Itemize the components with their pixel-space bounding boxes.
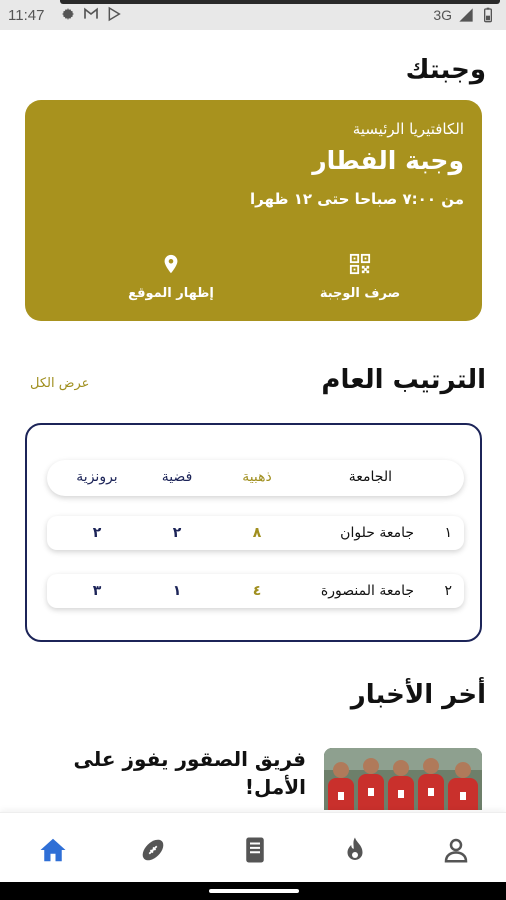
row-silver: ١ — [172, 583, 182, 599]
fire-icon — [340, 835, 370, 865]
team-photo — [324, 748, 482, 810]
news-snippet — [36, 803, 306, 810]
news-title: فريق الصقور يفوز على الأمل! — [73, 747, 306, 799]
location-pin-icon — [160, 252, 182, 276]
signal-icon — [458, 7, 474, 23]
gmail-icon — [83, 6, 99, 22]
meal-section-title: وجبتك — [405, 55, 486, 85]
news-section-title: أخر الأخبار — [350, 680, 486, 710]
news-item[interactable] — [0, 745, 506, 810]
view-all-link[interactable]: عرض الكل — [30, 376, 90, 391]
nav-sports[interactable] — [138, 835, 168, 865]
redeem-meal-button[interactable] — [300, 252, 420, 301]
header-gold: ذهبية — [242, 469, 272, 485]
bottom-navigation — [0, 812, 506, 882]
status-time: 11:47 — [8, 7, 45, 24]
home-icon — [38, 835, 68, 865]
status-system-icons — [433, 7, 496, 23]
status-bar — [0, 0, 506, 30]
nav-home[interactable] — [38, 835, 68, 865]
show-location-label: إظهار الموقع — [128, 286, 214, 301]
table-row[interactable] — [47, 574, 464, 608]
status-notification-icons — [60, 6, 122, 22]
football-icon — [138, 835, 168, 865]
meal-time: من ٧:٠٠ صباحا حتى ١٢ ظهرا — [250, 190, 464, 208]
show-location-button[interactable] — [111, 252, 231, 301]
nav-library[interactable] — [240, 835, 270, 865]
row-bronze: ٣ — [92, 583, 102, 599]
table-row[interactable] — [47, 516, 464, 550]
row-silver: ٢ — [172, 525, 182, 541]
row-university: جامعة حلوان — [340, 525, 414, 541]
row-rank: ١ — [444, 525, 452, 541]
redeem-meal-label: صرف الوجبة — [319, 286, 401, 301]
profile-icon — [441, 835, 471, 865]
book-icon — [240, 835, 270, 865]
meal-card — [25, 100, 482, 321]
battery-icon — [480, 7, 496, 23]
ranking-table-header — [47, 460, 464, 496]
meal-name: وجبة الفطار — [312, 146, 464, 175]
ranking-section-title: الترتيب العام — [321, 365, 486, 395]
qr-code-icon — [349, 252, 371, 276]
home-gesture-handle[interactable] — [209, 889, 299, 893]
row-gold: ٨ — [252, 525, 262, 541]
play-store-icon — [106, 6, 122, 22]
row-university: جامعة المنصورة — [320, 583, 414, 599]
cafeteria-name: الكافتيريا الرئيسية — [352, 120, 464, 138]
settings-icon — [60, 6, 76, 22]
ranking-table — [25, 423, 482, 642]
header-university: الجامعة — [348, 469, 392, 485]
news-image — [324, 748, 482, 810]
status-bar-edge — [60, 0, 500, 4]
row-rank: ٢ — [444, 583, 452, 599]
header-bronze: برونزية — [76, 469, 118, 485]
network-type: 3G — [433, 7, 452, 23]
row-gold: ٤ — [252, 583, 262, 599]
system-navigation-bar — [0, 882, 506, 900]
row-bronze: ٢ — [92, 525, 102, 541]
nav-trending[interactable] — [340, 835, 370, 865]
nav-profile[interactable] — [441, 835, 471, 865]
header-silver: فضية — [161, 469, 193, 485]
